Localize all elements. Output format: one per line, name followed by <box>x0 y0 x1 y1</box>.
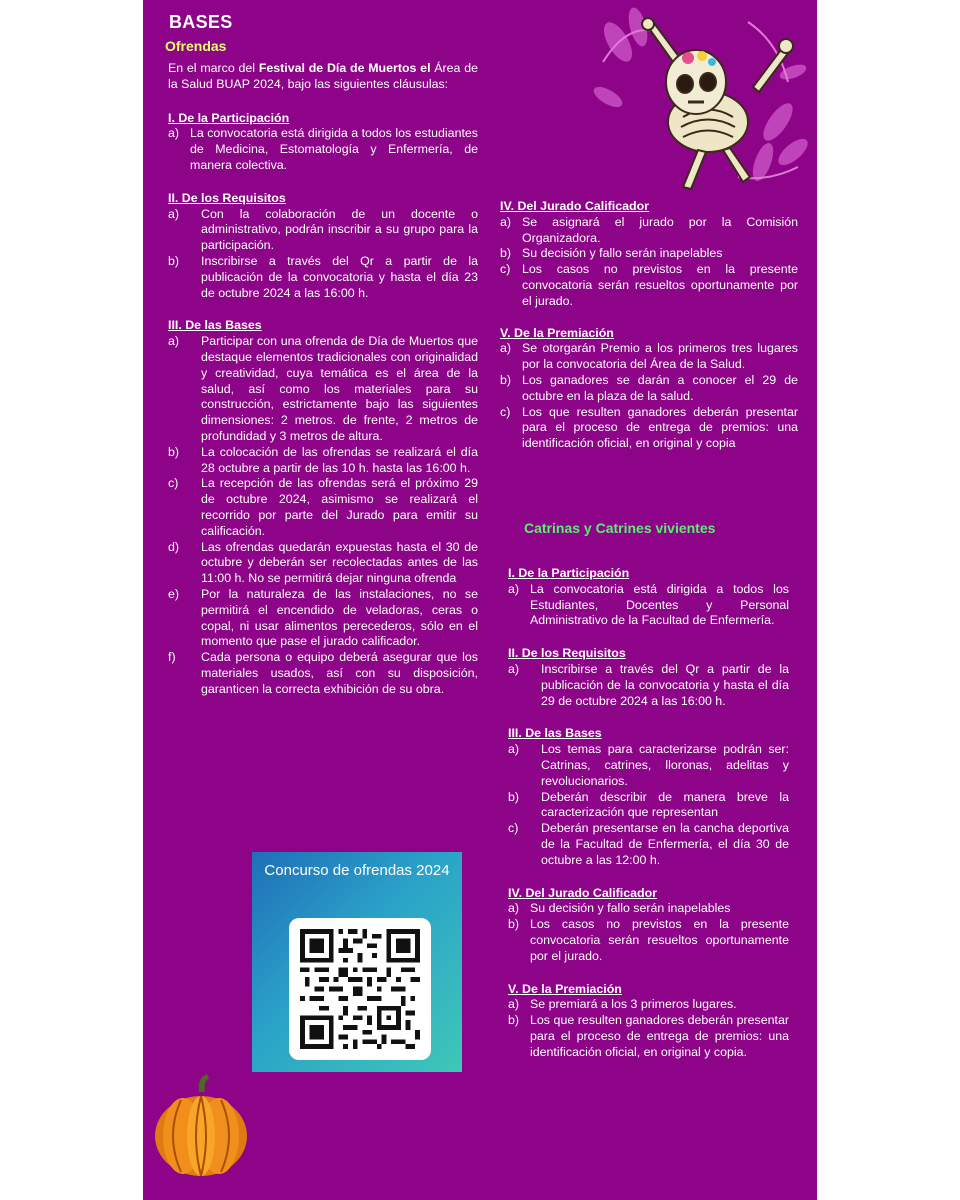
ofrendas-premiacion <box>500 326 798 452</box>
item-label: b) <box>508 917 520 932</box>
item-text: Inscribirse a través del Qr a partir de la publicación de la convocatoria y hasta el día 23 de octubre 2024 a las 16:00 h. <box>201 253 478 300</box>
qr-title: Concurso de ofrendas 2024 <box>264 862 450 879</box>
left-column <box>168 61 478 697</box>
item-text: Los que resulten ganadores deberán presentar para el proceso de entrega de premios: una identificación oficial, en original y copia. <box>530 1013 789 1059</box>
qr-code-icon[interactable] <box>300 929 420 1049</box>
item-text: Los temas para caracterizarse podrán ser: Catrinas, catrines, lloronas, adelitas y revolucionarios. <box>541 742 789 788</box>
section-title: IV. Del Jurado Calificador <box>508 885 657 900</box>
item-text: Con la colaboración de un docente o administrativo, podrán inscribir a su grupo para la participación. <box>201 206 478 253</box>
list-item <box>168 254 478 301</box>
item-label: a) <box>508 581 520 596</box>
list-item <box>508 1013 789 1060</box>
list-item <box>500 262 798 309</box>
item-label: c) <box>500 262 511 277</box>
item-text: Las ofrendas quedarán expuestas hasta el 30 de octubre y deberán ser recolectadas antes de las 11:00 h. No se permitirá dejar ninguna ofrenda <box>201 539 478 586</box>
list-item <box>508 901 789 917</box>
bases-heading: BASES <box>169 12 233 32</box>
list-item <box>168 650 478 697</box>
item-text: Los ganadores se darán a conocer el 29 de octubre en la plaza de la salud. <box>522 372 798 403</box>
ofrendas-bases <box>168 318 478 697</box>
item-label: b) <box>500 372 512 387</box>
catrinas-premiacion <box>508 982 789 1061</box>
list-item <box>500 373 798 405</box>
item-label: c) <box>500 404 511 419</box>
item-text: Deberán presentarse en la cancha deportiva de la Facultad de Enfermería, el día 30 de octubre a las 12:00 h. <box>541 821 789 867</box>
item-label: a) <box>508 742 520 757</box>
item-text: Los casos no previstos en la presente convocatoria serán resueltos oportunamente por el jurado. <box>522 262 798 308</box>
section-title: III. De las Bases <box>508 726 602 741</box>
list-item <box>168 126 478 173</box>
section-title: II. De los Requisitos <box>168 190 286 205</box>
item-text: Deberán describir de manera breve la caracterización que representan <box>541 789 789 820</box>
intro-text-start: En el marco del <box>168 61 259 75</box>
item-label: a) <box>508 997 520 1012</box>
section-title: I. De la Participación <box>508 566 630 580</box>
right-column-ofrendas <box>500 199 798 452</box>
list-item <box>500 215 798 247</box>
catrinas-bases <box>508 726 789 868</box>
skeleton-illustration <box>588 2 813 192</box>
item-label: d) <box>168 539 180 554</box>
list-item <box>500 246 798 262</box>
item-label: a) <box>508 901 520 916</box>
item-label: b) <box>168 253 180 268</box>
item-text: La recepción de las ofrendas será el próximo 29 de octubre 2024, asimismo se realizará el recorrido por parte del Jurado para emitir su calificación. <box>201 476 478 538</box>
list-item <box>500 341 798 373</box>
ofrendas-participacion <box>168 111 478 174</box>
item-text: Su decisión y fallo serán inapelables <box>530 901 731 916</box>
item-label: a) <box>500 341 512 356</box>
intro-paragraph <box>168 61 478 93</box>
list-item <box>168 476 478 539</box>
right-column-catrinas <box>508 566 789 1061</box>
list-item <box>508 790 789 822</box>
item-label: e) <box>168 586 180 601</box>
item-text: Se asignará el jurado por la Comisión Organizadora. <box>522 214 798 245</box>
item-text: Se premiará a los 3 primeros lugares. <box>530 997 737 1012</box>
list-item <box>508 997 789 1013</box>
catrinas-heading: Catrinas y Catrines vivientes <box>524 520 716 536</box>
list-item <box>168 540 478 587</box>
item-label: a) <box>500 214 512 229</box>
section-title: II. De los Requisitos <box>508 646 626 661</box>
section-title: V. De la Premiación <box>508 981 622 996</box>
item-label: f) <box>168 650 176 665</box>
section-title: III. De las Bases <box>168 318 262 333</box>
item-text: Por la naturaleza de las instalaciones, no se permitirá el encendido de veladoras, ceras o copal, ni usar alimentos perecederos, sólo en el momento que pase el jurado calificador. <box>201 586 478 649</box>
item-label: b) <box>508 1013 520 1028</box>
item-text: Los que resulten ganadores deberán presentar para el proceso de entrega de premios: una identificación oficial, en original y copia <box>522 404 798 451</box>
list-item <box>508 662 789 709</box>
item-label: b) <box>500 246 512 261</box>
list-item <box>508 821 789 868</box>
intro-festival-name: Festival de Día de Muertos el <box>258 61 431 75</box>
item-text: La convocatoria está dirigida a todos los estudiantes de Medicina, Estomatología y Enfermería, de manera colectiva. <box>190 126 478 172</box>
ofrendas-heading: Ofrendas <box>165 38 227 54</box>
section-title: IV. Del Jurado Calificador <box>500 199 649 213</box>
item-text: Inscribirse a través del Qr a partir de la publicación de la convocatoria y hasta el día 29 de octubre 2024 a las 16:00 h. <box>541 661 789 708</box>
list-item <box>500 405 798 452</box>
item-text: Los casos no previstos en la presente convocatoria serán resueltos oportunamente por el jurado. <box>530 917 789 963</box>
pumpkin-illustration <box>151 1070 251 1180</box>
item-text: La convocatoria está dirigida a todos los Estudiantes, Docentes y Personal Administrativo de la Facultad de Enfermería. <box>530 581 789 628</box>
item-label: a) <box>168 206 180 221</box>
item-text: La colocación de las ofrendas se realizará el día 28 octubre a partir de las 10 h. hasta las 16:00 h. <box>201 444 478 475</box>
list-item <box>508 917 789 964</box>
item-label: a) <box>168 126 180 141</box>
item-label: a) <box>168 334 180 349</box>
catrinas-participacion <box>508 566 789 629</box>
item-label: b) <box>168 444 180 459</box>
catrinas-requisitos <box>508 646 789 709</box>
item-label: b) <box>508 789 520 804</box>
item-label: a) <box>508 661 520 676</box>
list-item <box>168 587 478 650</box>
catrinas-jurado <box>508 886 789 965</box>
poster <box>143 0 817 1200</box>
intro-text-end: Área de la Salud BUAP 2024, bajo las siguientes cláusulas: <box>168 61 478 91</box>
item-text: Cada persona o equipo deberá asegurar que los materiales usados, así con su disposición, garanticen la correcta exhibición de su obra. <box>201 650 478 696</box>
item-label: c) <box>168 476 179 491</box>
item-text: Su decisión y fallo serán inapelables <box>522 246 723 261</box>
list-item <box>168 334 478 445</box>
list-item <box>508 582 789 629</box>
ofrendas-jurado <box>500 199 798 310</box>
list-item <box>168 445 478 477</box>
ofrendas-requisitos <box>168 191 478 302</box>
list-item <box>508 742 789 789</box>
section-title: V. De la Premiación <box>500 325 614 340</box>
item-label: c) <box>508 821 519 836</box>
qr-card[interactable] <box>252 852 462 1072</box>
section-title: I. De la Participación <box>168 110 290 125</box>
item-text: Participar con una ofrenda de Día de Muertos que destaque elementos tradicionales con originalidad y creatividad, cuya temática es el área de la salud, así como los materiales para su construcción, estrictamente bajo las siguientes dimensiones: 2 metros. de frente, 2 metros de profundidad y 3 metros de altura. <box>201 334 478 443</box>
list-item <box>168 207 478 254</box>
item-text: Se otorgarán Premio a los primeros tres lugares por la convocatoria del Área de la Salud. <box>522 341 798 372</box>
